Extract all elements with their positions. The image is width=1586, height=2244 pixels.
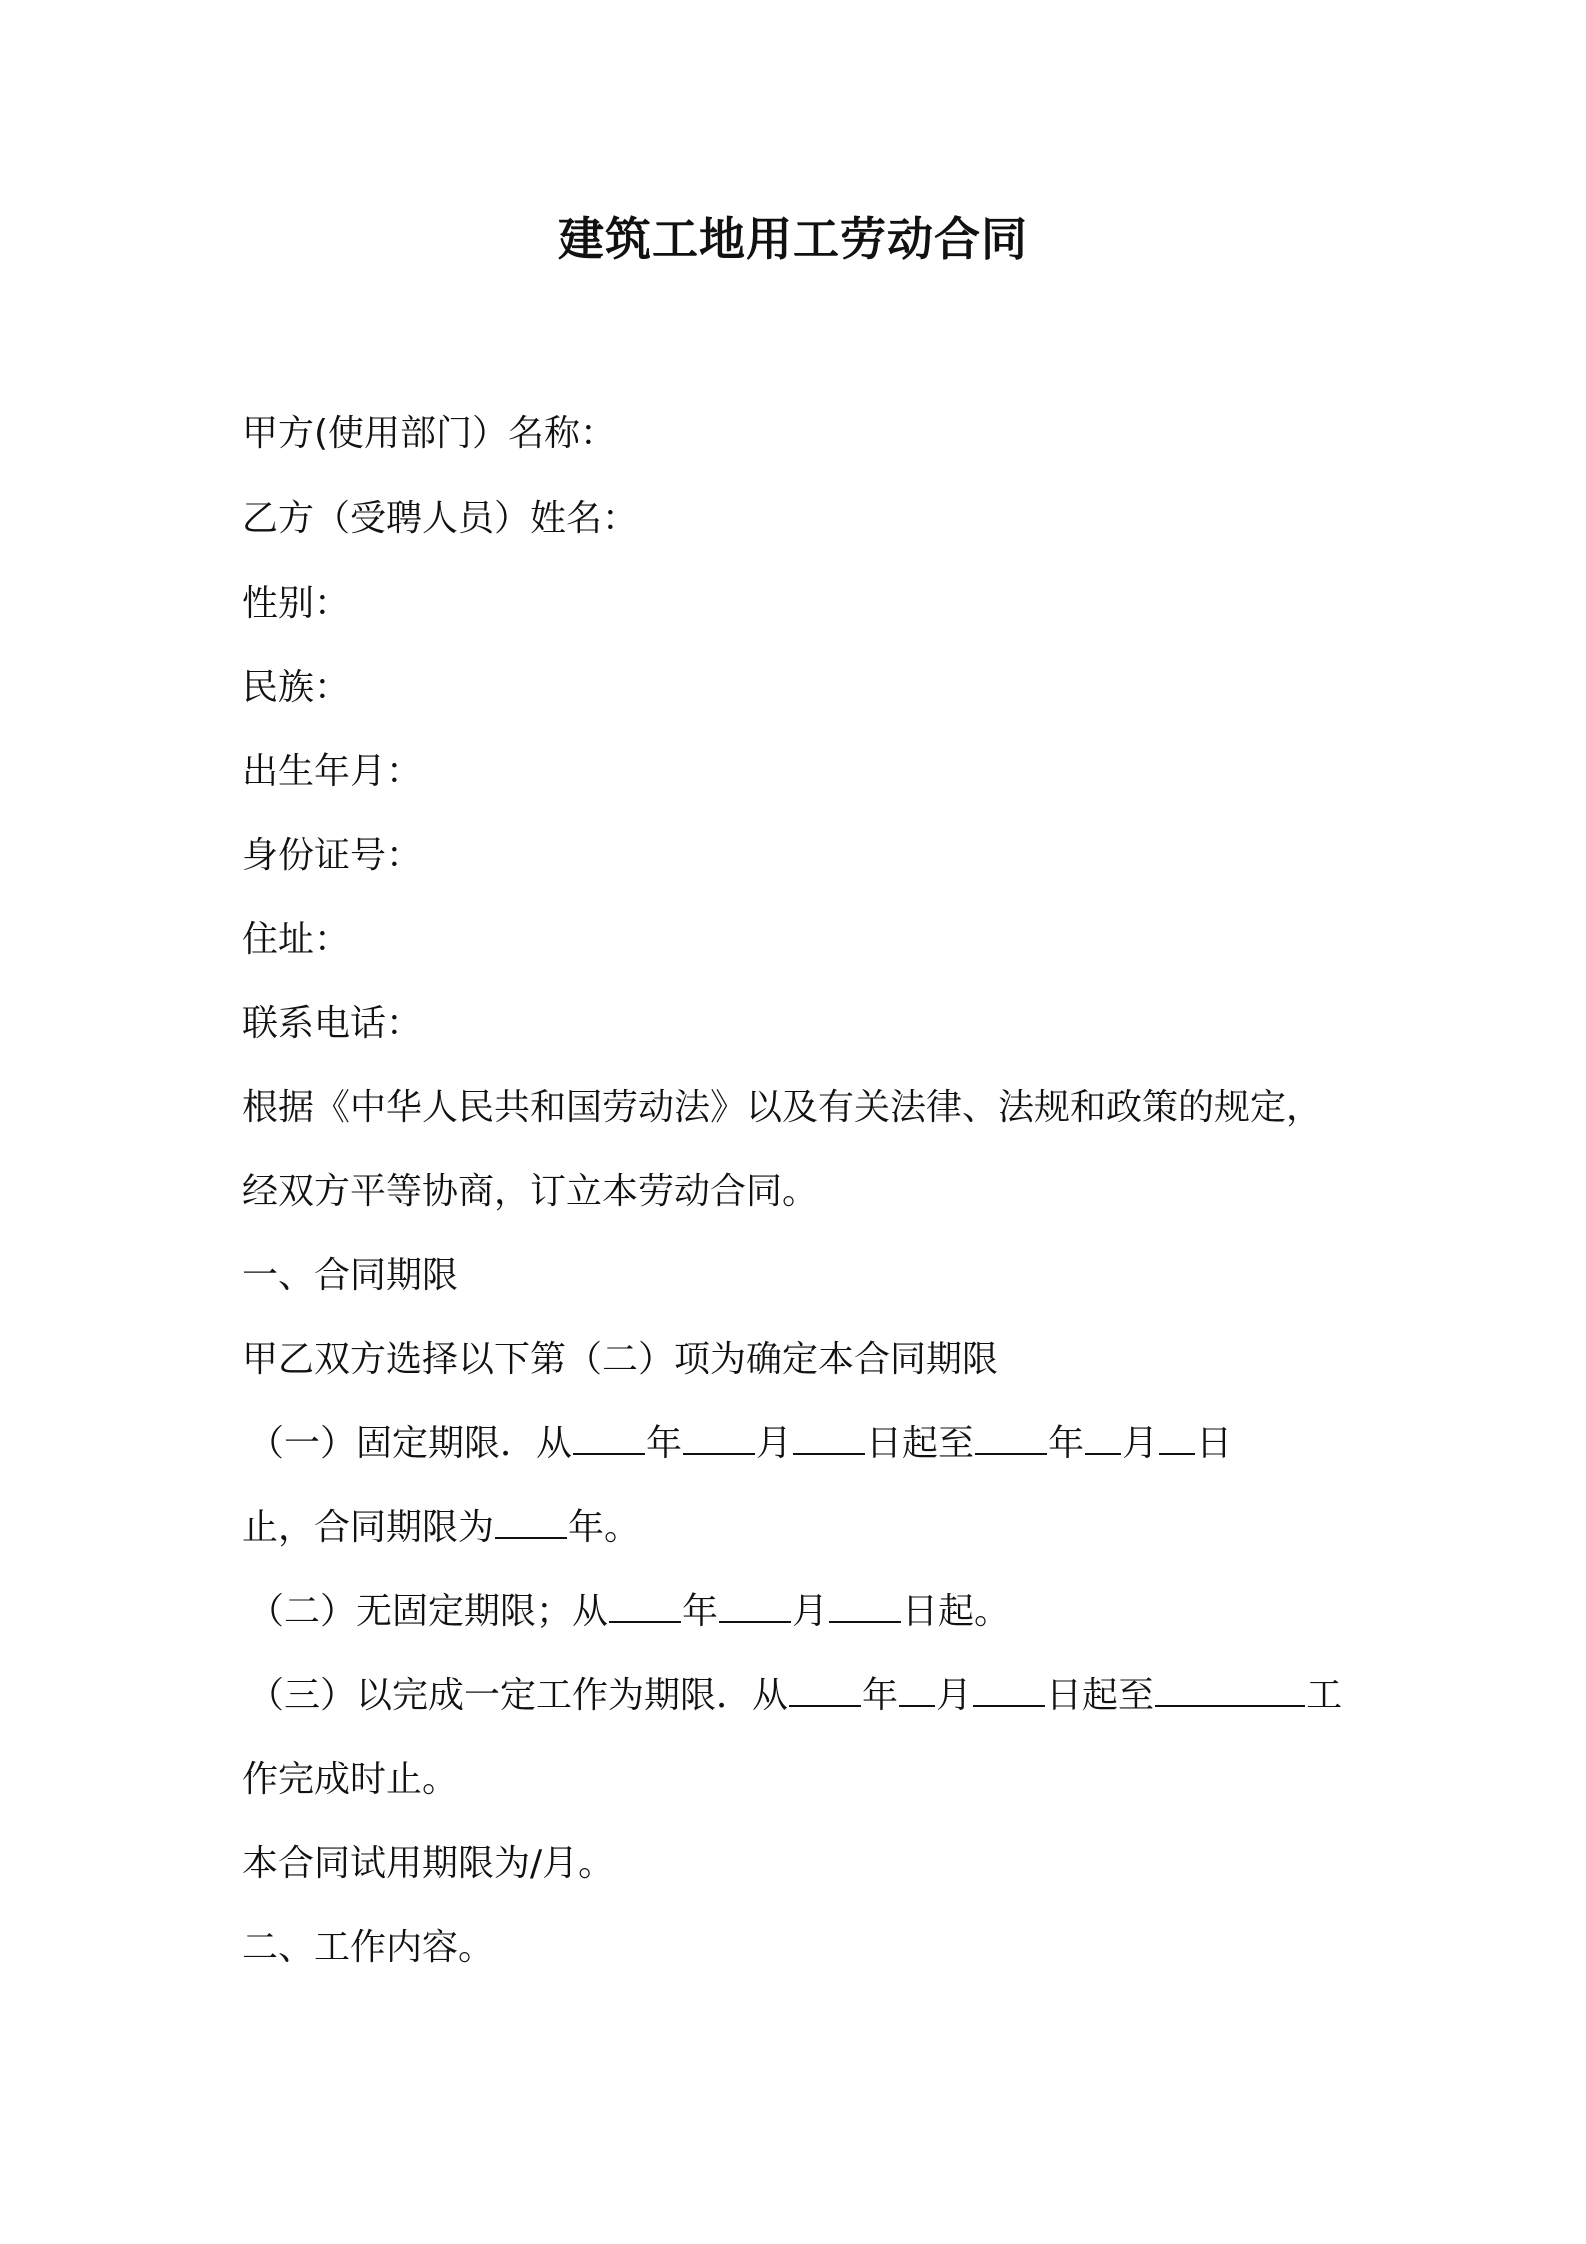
blank-field: [719, 1620, 791, 1623]
ethnicity-label: 民族：: [242, 667, 351, 708]
blank-field: [793, 1452, 865, 1455]
id-number-label: 身份证号：: [242, 835, 423, 876]
birth-date-label: 出生年月：: [242, 751, 423, 792]
party-a-name-label: 甲方(使用部门）名称：: [242, 413, 617, 454]
month-label: 月: [756, 1423, 793, 1464]
option-1-line-1: [248, 1422, 1232, 1465]
month-label: 月: [936, 1675, 973, 1716]
blank-field: [829, 1620, 901, 1623]
day-from-to-label: 日起至: [1046, 1675, 1155, 1716]
blank-field: [1085, 1452, 1121, 1455]
year-label: 年: [1048, 1423, 1085, 1464]
year-label: 年: [646, 1423, 683, 1464]
blank-field: [1159, 1452, 1195, 1455]
blank-field: [573, 1452, 645, 1455]
year-label: 年: [862, 1675, 899, 1716]
blank-field: [975, 1452, 1047, 1455]
option-1-line-2: [242, 1506, 640, 1549]
day-label: 日: [1196, 1423, 1233, 1464]
preamble-line-2: 经双方平等协商，订立本劳动合同。: [242, 1171, 819, 1212]
section-2-heading: 二、工作内容。: [242, 1927, 495, 1968]
phone-label: 联系电话：: [242, 1003, 423, 1044]
day-from-to-label: 日起至: [866, 1423, 975, 1464]
section-1-choice: 甲乙双方选择以下第（二）项为确定本合同期限: [242, 1339, 999, 1380]
option-3-line-2: 作完成时止。: [242, 1759, 459, 1800]
document-title: 建筑工地用工劳动合同: [558, 212, 1028, 266]
gender-label: 性别：: [242, 583, 351, 624]
option-3-prefix: （三）以完成一定工作为期限．从: [248, 1675, 789, 1716]
option-1-prefix: （一）固定期限．从: [248, 1423, 573, 1464]
option-2-line: [248, 1590, 1010, 1633]
option-2-prefix: （二）无固定期限；从: [248, 1591, 609, 1632]
blank-field: [683, 1452, 755, 1455]
probation-line: 本合同试用期限为/月。: [242, 1843, 615, 1884]
preamble-line-1: 根据《中华人民共和国劳动法》以及有关法律、法规和政策的规定，: [242, 1087, 1323, 1128]
term-length-label: 止，合同期限为: [242, 1507, 495, 1548]
party-b-name-label: 乙方（受聘人员）姓名：: [242, 498, 639, 539]
option-3-line-1: [248, 1674, 1342, 1717]
blank-field: [899, 1704, 935, 1707]
address-label: 住址：: [242, 919, 351, 960]
work-label: 工: [1306, 1675, 1343, 1716]
blank-field: [1155, 1704, 1305, 1707]
blank-field: [973, 1704, 1045, 1707]
day-suffix-label: 日起。: [902, 1591, 1011, 1632]
month-label: 月: [1122, 1423, 1159, 1464]
blank-field: [495, 1536, 567, 1539]
blank-field: [789, 1704, 861, 1707]
month-label: 月: [792, 1591, 829, 1632]
term-year-suffix: 年。: [568, 1507, 641, 1548]
section-1-heading: 一、合同期限: [242, 1255, 459, 1296]
blank-field: [609, 1620, 681, 1623]
year-label: 年: [682, 1591, 719, 1632]
